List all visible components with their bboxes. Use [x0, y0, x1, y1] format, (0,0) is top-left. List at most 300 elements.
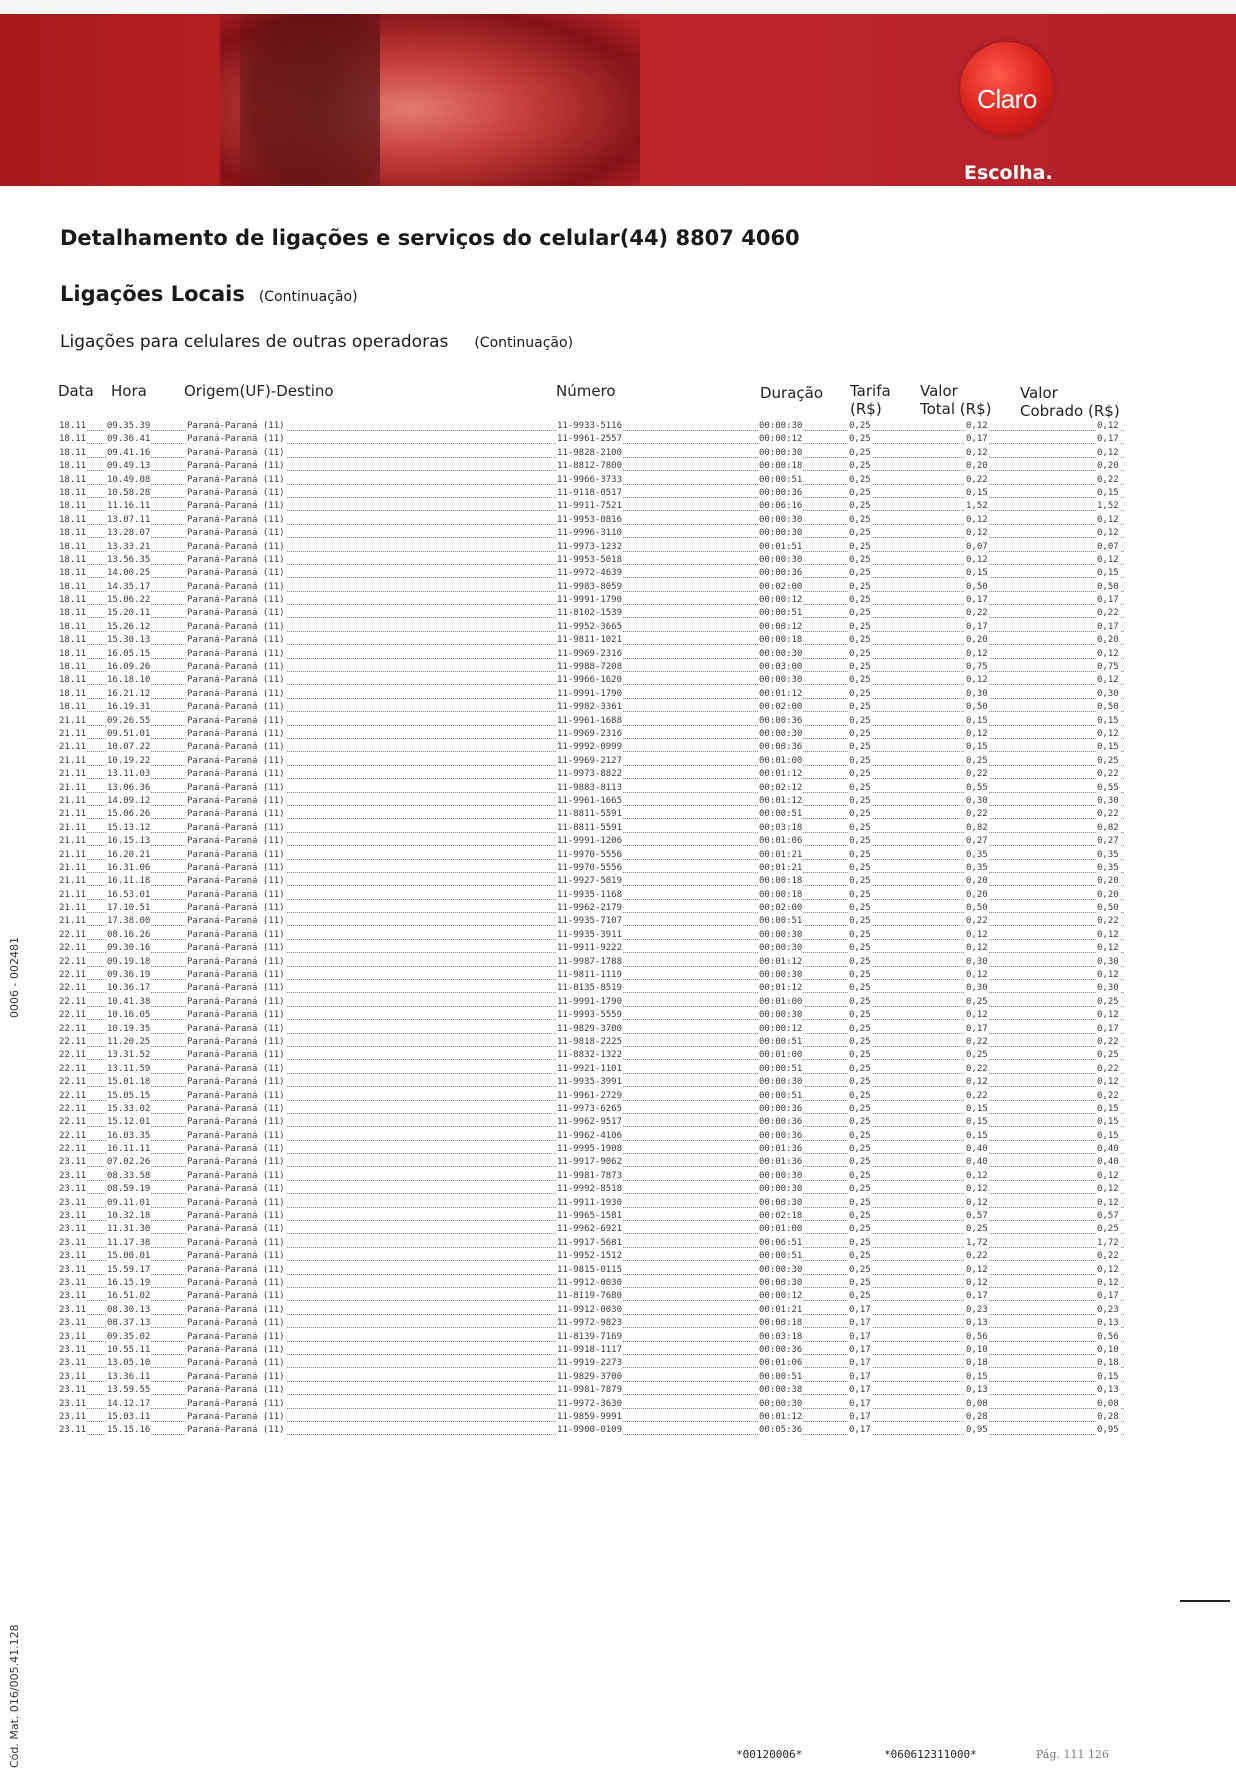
cell-origem: Paraná-Paraná (11)	[187, 1425, 285, 1436]
cell-valor-total: 0,30	[966, 983, 988, 994]
cell-origem: Paraná-Paraná (11)	[187, 1385, 285, 1396]
cell-numero: 11-9969-2316	[557, 728, 623, 739]
table-row	[58, 448, 1128, 461]
cell-valor-cobrado: 0,25	[1097, 1050, 1119, 1061]
cell-hora: 16.05.15	[107, 648, 151, 659]
cell-origem: Paraná-Paraná (11)	[187, 595, 285, 606]
cell-hora: 11.20.25	[107, 1036, 151, 1047]
cell-data: 23.11	[59, 1344, 87, 1355]
cell-valor-total: 0,40	[966, 1157, 988, 1168]
cell-origem: Paraná-Paraná (11)	[187, 903, 285, 914]
cell-valor-total: 0,20	[966, 635, 988, 646]
cell-numero: 11-9900-0109	[557, 1425, 623, 1436]
cell-numero: 11-9969-2127	[557, 755, 623, 766]
cell-valor-cobrado: 0,07	[1097, 541, 1119, 552]
cell-duracao: 00:00:36	[759, 742, 803, 753]
cell-duracao: 00:01:00	[759, 1050, 803, 1061]
table-row	[58, 836, 1128, 849]
table-row	[58, 903, 1128, 916]
cell-valor-cobrado: 0,15	[1097, 715, 1119, 726]
cell-duracao: 00:00:36	[759, 487, 803, 498]
cell-valor-cobrado: 0,15	[1097, 1130, 1119, 1141]
cell-numero: 11-9972-3630	[557, 1398, 623, 1409]
cell-valor-cobrado: 0,12	[1097, 1170, 1119, 1181]
table-row	[58, 434, 1128, 447]
table-row	[58, 542, 1128, 555]
cell-valor-cobrado: 0,95	[1097, 1425, 1119, 1436]
cell-valor-total: 0,12	[966, 675, 988, 686]
cell-numero: 11-8811-5591	[557, 809, 623, 820]
cell-valor-total: 0,13	[966, 1318, 988, 1329]
cell-duracao: 00:02:00	[759, 581, 803, 592]
cell-numero: 11-9118-0517	[557, 487, 623, 498]
cell-hora: 13.56.35	[107, 554, 151, 565]
cell-numero: 11-9970-5556	[557, 849, 623, 860]
cell-hora: 08.16.26	[107, 929, 151, 940]
cell-tarifa: 0,25	[849, 1036, 871, 1047]
cell-data: 18.11	[59, 648, 87, 659]
cell-hora: 15.06.22	[107, 595, 151, 606]
cell-valor-cobrado: 0,12	[1097, 675, 1119, 686]
cell-data: 21.11	[59, 795, 87, 806]
cell-tarifa: 0,25	[849, 795, 871, 806]
table-row	[58, 997, 1128, 1010]
cell-valor-cobrado: 0,40	[1097, 1144, 1119, 1155]
cell-valor-cobrado: 0,22	[1097, 1063, 1119, 1074]
table-row	[58, 528, 1128, 541]
cell-origem: Paraná-Paraná (11)	[187, 715, 285, 726]
cell-valor-total: 0,22	[966, 916, 988, 927]
table-row	[58, 1412, 1128, 1425]
cell-data: 18.11	[59, 675, 87, 686]
cell-duracao: 00:02:00	[759, 903, 803, 914]
cell-tarifa: 0,25	[849, 461, 871, 472]
cell-numero: 11-9961-1665	[557, 795, 623, 806]
table-row	[58, 1265, 1128, 1278]
cell-valor-cobrado: 0,15	[1097, 742, 1119, 753]
cell-tarifa: 0,25	[849, 876, 871, 887]
cell-data: 21.11	[59, 876, 87, 887]
cell-duracao: 00:01:21	[759, 849, 803, 860]
cell-duracao: 00:00:30	[759, 1398, 803, 1409]
col-header-total-line2: Total (R$)	[920, 400, 992, 418]
cell-hora: 16.20.21	[107, 849, 151, 860]
cell-hora: 13.11.03	[107, 769, 151, 780]
cell-valor-total: 0,35	[966, 849, 988, 860]
cell-tarifa: 0,17	[849, 1344, 871, 1355]
cell-origem: Paraná-Paraná (11)	[187, 889, 285, 900]
cell-tarifa: 0,25	[849, 554, 871, 565]
cell-data: 22.11	[59, 1050, 87, 1061]
cell-hora: 11.16.11	[107, 501, 151, 512]
table-row	[58, 582, 1128, 595]
cell-data: 21.11	[59, 849, 87, 860]
cell-duracao: 00:00:30	[759, 1184, 803, 1195]
cell-valor-cobrado: 0,12	[1097, 1077, 1119, 1088]
cell-origem: Paraná-Paraná (11)	[187, 434, 285, 445]
header-banner	[0, 14, 1236, 186]
cell-numero: 11-9918-1117	[557, 1344, 623, 1355]
table-row	[58, 675, 1128, 688]
cell-duracao: 00:01:12	[759, 956, 803, 967]
cell-valor-cobrado: 0,57	[1097, 1211, 1119, 1222]
cell-hora: 15.06.26	[107, 809, 151, 820]
cell-valor-total: 0,95	[966, 1425, 988, 1436]
table-row	[58, 957, 1128, 970]
cell-valor-total: 0,15	[966, 1371, 988, 1382]
cell-valor-total: 0,23	[966, 1304, 988, 1315]
table-row	[58, 756, 1128, 769]
cell-data: 22.11	[59, 1063, 87, 1074]
cell-tarifa: 0,17	[849, 1358, 871, 1369]
cell-origem: Paraná-Paraná (11)	[187, 822, 285, 833]
cell-hora: 15.59.17	[107, 1264, 151, 1275]
cell-origem: Paraná-Paraná (11)	[187, 1090, 285, 1101]
cell-origem: Paraná-Paraná (11)	[187, 1010, 285, 1021]
cell-duracao: 00:00:30	[759, 447, 803, 458]
cell-valor-total: 0,15	[966, 742, 988, 753]
cell-valor-cobrado: 0,12	[1097, 1010, 1119, 1021]
table-row	[58, 1385, 1128, 1398]
cell-tarifa: 0,25	[849, 1117, 871, 1128]
cell-data: 21.11	[59, 903, 87, 914]
table-row	[58, 1037, 1128, 1050]
cell-tarifa: 0,25	[849, 421, 871, 431]
cell-duracao: 00:01:12	[759, 1411, 803, 1422]
table-row	[58, 930, 1128, 943]
cell-tarifa: 0,25	[849, 809, 871, 820]
cell-tarifa: 0,25	[849, 541, 871, 552]
cell-valor-total: 1,52	[966, 501, 988, 512]
cell-valor-total: 0,15	[966, 1130, 988, 1141]
cell-tarifa: 0,17	[849, 1304, 871, 1315]
cell-numero: 11-9972-4639	[557, 568, 623, 579]
cell-numero: 11-9962-4106	[557, 1130, 623, 1141]
cell-hora: 10.58.28	[107, 487, 151, 498]
cell-valor-total: 0,57	[966, 1211, 988, 1222]
cell-origem: Paraná-Paraná (11)	[187, 461, 285, 472]
table-row	[58, 1211, 1128, 1224]
cell-data: 21.11	[59, 742, 87, 753]
cell-numero: 11-9818-2225	[557, 1036, 623, 1047]
cell-origem: Paraná-Paraná (11)	[187, 648, 285, 659]
cell-tarifa: 0,25	[849, 1237, 871, 1248]
col-header-data: Data	[58, 382, 94, 400]
cell-numero: 11-9981-7879	[557, 1385, 623, 1396]
cell-tarifa: 0,17	[849, 1385, 871, 1396]
table-row	[58, 1104, 1128, 1117]
cell-valor-total: 0,22	[966, 809, 988, 820]
cell-tarifa: 0,25	[849, 862, 871, 873]
cell-origem: Paraná-Paraná (11)	[187, 1036, 285, 1047]
cell-valor-cobrado: 0,22	[1097, 1036, 1119, 1047]
cell-hora: 11.17.38	[107, 1237, 151, 1248]
cell-tarifa: 0,17	[849, 1318, 871, 1329]
cell-valor-total: 0,22	[966, 608, 988, 619]
cell-duracao: 00:01:00	[759, 996, 803, 1007]
cell-duracao: 00:00:12	[759, 434, 803, 445]
cell-hora: 09.41.16	[107, 447, 151, 458]
cell-valor-cobrado: 0,20	[1097, 889, 1119, 900]
top-edge	[0, 0, 1236, 14]
cell-valor-total: 0,22	[966, 1036, 988, 1047]
cell-origem: Paraná-Paraná (11)	[187, 916, 285, 927]
cell-hora: 07.02.26	[107, 1157, 151, 1168]
cell-numero: 11-9970-5556	[557, 862, 623, 873]
table-row	[58, 1332, 1128, 1345]
table-row	[58, 1050, 1128, 1063]
cell-valor-cobrado: 0,20	[1097, 461, 1119, 472]
cell-valor-total: 0,12	[966, 728, 988, 739]
cell-duracao: 00:03:18	[759, 822, 803, 833]
cell-duracao: 00:00:30	[759, 421, 803, 431]
cell-origem: Paraná-Paraná (11)	[187, 1411, 285, 1422]
cell-tarifa: 0,25	[849, 742, 871, 753]
cell-data: 18.11	[59, 501, 87, 512]
cell-hora: 17.10.51	[107, 903, 151, 914]
cell-duracao: 00:00:30	[759, 1077, 803, 1088]
cell-valor-cobrado: 0,12	[1097, 1264, 1119, 1275]
cell-valor-total: 0,30	[966, 795, 988, 806]
cell-tarifa: 0,25	[849, 1264, 871, 1275]
cell-valor-total: 0,15	[966, 715, 988, 726]
cell-numero: 11-9933-5116	[557, 421, 623, 431]
cell-numero: 11-9969-2316	[557, 648, 623, 659]
cell-tarifa: 0,25	[849, 1010, 871, 1021]
cell-duracao: 00:00:36	[759, 1344, 803, 1355]
cell-numero: 11-8812-7800	[557, 461, 623, 472]
cell-numero: 11-9965-1581	[557, 1211, 623, 1222]
cell-valor-total: 0,15	[966, 487, 988, 498]
table-row	[58, 1278, 1128, 1291]
calls-table-body	[58, 421, 1128, 1439]
cell-valor-cobrado: 0,82	[1097, 822, 1119, 833]
cell-duracao: 00:00:30	[759, 1170, 803, 1181]
subsection-continuation: (Continuação)	[474, 335, 574, 351]
cell-origem: Paraná-Paraná (11)	[187, 1251, 285, 1262]
cell-tarifa: 0,25	[849, 635, 871, 646]
table-row	[58, 1318, 1128, 1331]
cell-valor-total: 0,35	[966, 862, 988, 873]
cell-data: 18.11	[59, 461, 87, 472]
cell-valor-total: 0,08	[966, 1398, 988, 1409]
cell-tarifa: 0,25	[849, 501, 871, 512]
cell-data: 21.11	[59, 862, 87, 873]
cell-data: 22.11	[59, 1117, 87, 1128]
cell-valor-cobrado: 0,25	[1097, 1224, 1119, 1235]
table-row	[58, 568, 1128, 581]
cell-hora: 15.01.18	[107, 1077, 151, 1088]
cell-data: 18.11	[59, 474, 87, 485]
table-row	[58, 1238, 1128, 1251]
cell-valor-total: 0,17	[966, 1291, 988, 1302]
cell-tarifa: 0,25	[849, 1023, 871, 1034]
cell-data: 22.11	[59, 1103, 87, 1114]
cell-hora: 14.12.17	[107, 1398, 151, 1409]
table-row	[58, 796, 1128, 809]
side-code-2: Cód. Mat. 016/005.41.128	[8, 1624, 21, 1768]
cell-valor-total: 0,22	[966, 1251, 988, 1262]
cell-numero: 11-9995-1908	[557, 1144, 623, 1155]
cell-numero: 11-9917-9062	[557, 1157, 623, 1168]
cell-duracao: 00:00:18	[759, 889, 803, 900]
cell-data: 22.11	[59, 943, 87, 954]
cell-valor-cobrado: 0,25	[1097, 755, 1119, 766]
cell-hora: 15.12.01	[107, 1117, 151, 1128]
cell-tarifa: 0,25	[849, 1103, 871, 1114]
cell-data: 23.11	[59, 1184, 87, 1195]
table-row	[58, 1372, 1128, 1385]
cell-duracao: 00:00:30	[759, 648, 803, 659]
table-row	[58, 1358, 1128, 1371]
cell-origem: Paraná-Paraná (11)	[187, 1371, 285, 1382]
cell-data: 23.11	[59, 1157, 87, 1168]
cell-origem: Paraná-Paraná (11)	[187, 970, 285, 981]
table-row	[58, 943, 1128, 956]
cell-tarifa: 0,25	[849, 621, 871, 632]
cell-numero: 11-9953-0816	[557, 514, 623, 525]
cell-valor-total: 0,25	[966, 996, 988, 1007]
cell-hora: 09.35.02	[107, 1331, 151, 1342]
cell-hora: 10.07.22	[107, 742, 151, 753]
cell-origem: Paraná-Paraná (11)	[187, 1117, 285, 1128]
cell-tarifa: 0,25	[849, 581, 871, 592]
cell-valor-total: 0,12	[966, 1170, 988, 1181]
cell-hora: 13.33.21	[107, 541, 151, 552]
cell-numero: 11-9962-9517	[557, 1117, 623, 1128]
cell-valor-total: 0,50	[966, 581, 988, 592]
cell-valor-cobrado: 0,15	[1097, 1371, 1119, 1382]
cell-origem: Paraná-Paraná (11)	[187, 769, 285, 780]
cell-hora: 09.36.19	[107, 970, 151, 981]
cell-numero: 11-8139-7169	[557, 1331, 623, 1342]
cell-numero: 11-9911-1930	[557, 1197, 623, 1208]
cell-duracao: 00:03:18	[759, 1331, 803, 1342]
cell-valor-cobrado: 0,13	[1097, 1318, 1119, 1329]
table-row	[58, 1184, 1128, 1197]
subsection-title	[60, 332, 573, 352]
table-row	[58, 1291, 1128, 1304]
table-row	[58, 742, 1128, 755]
cell-data: 21.11	[59, 728, 87, 739]
cell-hora: 15.05.15	[107, 1090, 151, 1101]
cell-origem: Paraná-Paraná (11)	[187, 1358, 285, 1369]
cell-duracao: 00:00:30	[759, 943, 803, 954]
cell-data: 22.11	[59, 929, 87, 940]
cell-hora: 08.30.13	[107, 1304, 151, 1315]
cell-valor-cobrado: 0,17	[1097, 1291, 1119, 1302]
cell-duracao: 00:01:12	[759, 983, 803, 994]
cell-tarifa: 0,17	[849, 1411, 871, 1422]
cell-duracao: 00:01:51	[759, 541, 803, 552]
cell-valor-cobrado: 0,35	[1097, 862, 1119, 873]
cell-data: 18.11	[59, 702, 87, 713]
cell-data: 18.11	[59, 608, 87, 619]
cell-duracao: 00:00:51	[759, 1251, 803, 1262]
cell-origem: Paraná-Paraná (11)	[187, 447, 285, 458]
col-header-origem: Origem(UF)-Destino	[184, 382, 334, 400]
cell-hora: 15.15.16	[107, 1425, 151, 1436]
cell-origem: Paraná-Paraná (11)	[187, 795, 285, 806]
cell-duracao: 00:00:30	[759, 1010, 803, 1021]
cell-numero: 11-9935-7107	[557, 916, 623, 927]
cell-numero: 11-8135-8519	[557, 983, 623, 994]
cell-numero: 11-8811-5591	[557, 822, 623, 833]
cell-numero: 11-9991-1206	[557, 836, 623, 847]
cell-tarifa: 0,25	[849, 688, 871, 699]
cell-duracao: 00:00:51	[759, 1063, 803, 1074]
cell-valor-total: 0,22	[966, 1063, 988, 1074]
cell-valor-cobrado: 0,22	[1097, 916, 1119, 927]
cell-tarifa: 0,25	[849, 474, 871, 485]
cell-duracao: 00:00:18	[759, 461, 803, 472]
section-title-text: Ligações Locais	[60, 282, 245, 306]
cell-numero: 11-9953-5018	[557, 554, 623, 565]
cell-data: 23.11	[59, 1197, 87, 1208]
cell-origem: Paraná-Paraná (11)	[187, 1170, 285, 1181]
cell-valor-total: 0,55	[966, 782, 988, 793]
table-row	[58, 421, 1128, 434]
cell-origem: Paraná-Paraná (11)	[187, 1211, 285, 1222]
cell-tarifa: 0,25	[849, 595, 871, 606]
footer-page: Pág. 111 126	[1036, 1748, 1109, 1761]
cell-data: 23.11	[59, 1170, 87, 1181]
cell-duracao: 00:00:12	[759, 621, 803, 632]
cell-hora: 16.03.35	[107, 1130, 151, 1141]
cell-duracao: 00:00:18	[759, 876, 803, 887]
cell-tarifa: 0,25	[849, 648, 871, 659]
table-row	[58, 783, 1128, 796]
cell-tarifa: 0,25	[849, 889, 871, 900]
cell-duracao: 00:05:36	[759, 1425, 803, 1436]
cell-numero: 11-9973-1232	[557, 541, 623, 552]
cell-hora: 08.59.19	[107, 1184, 151, 1195]
cell-numero: 11-9952-1512	[557, 1251, 623, 1262]
cell-valor-cobrado: 0,25	[1097, 996, 1119, 1007]
brand-slogan: Escolha.	[964, 162, 1053, 184]
cell-tarifa: 0,25	[849, 715, 871, 726]
col-header-cobrado-line1: Valor	[1020, 384, 1058, 402]
cell-valor-total: 0,12	[966, 1184, 988, 1195]
cell-data: 22.11	[59, 956, 87, 967]
cell-valor-total: 0,12	[966, 1278, 988, 1288]
cell-hora: 16.11.11	[107, 1144, 151, 1155]
cell-numero: 11-9927-5019	[557, 876, 623, 887]
cell-data: 22.11	[59, 1144, 87, 1155]
cell-origem: Paraná-Paraná (11)	[187, 1103, 285, 1114]
cell-duracao: 00:01:12	[759, 688, 803, 699]
cell-numero: 11-9982-3361	[557, 702, 623, 713]
cell-tarifa: 0,17	[849, 1398, 871, 1409]
cell-duracao: 00:01:21	[759, 862, 803, 873]
cell-numero: 11-9966-3733	[557, 474, 623, 485]
cell-valor-cobrado: 0,08	[1097, 1398, 1119, 1409]
table-row	[58, 769, 1128, 782]
cell-valor-cobrado: 0,12	[1097, 929, 1119, 940]
cell-origem: Paraná-Paraná (11)	[187, 514, 285, 525]
cell-duracao: 00:00:51	[759, 916, 803, 927]
cell-duracao: 00:06:16	[759, 501, 803, 512]
cell-hora: 10.16.05	[107, 1010, 151, 1021]
cell-valor-total: 0,20	[966, 889, 988, 900]
cell-tarifa: 0,25	[849, 916, 871, 927]
cell-valor-total: 0,12	[966, 447, 988, 458]
cell-origem: Paraná-Paraná (11)	[187, 1157, 285, 1168]
cell-origem: Paraná-Paraná (11)	[187, 1264, 285, 1275]
cell-valor-total: 0,12	[966, 943, 988, 954]
cell-numero: 11-8102-1539	[557, 608, 623, 619]
cell-valor-cobrado: 0,40	[1097, 1157, 1119, 1168]
